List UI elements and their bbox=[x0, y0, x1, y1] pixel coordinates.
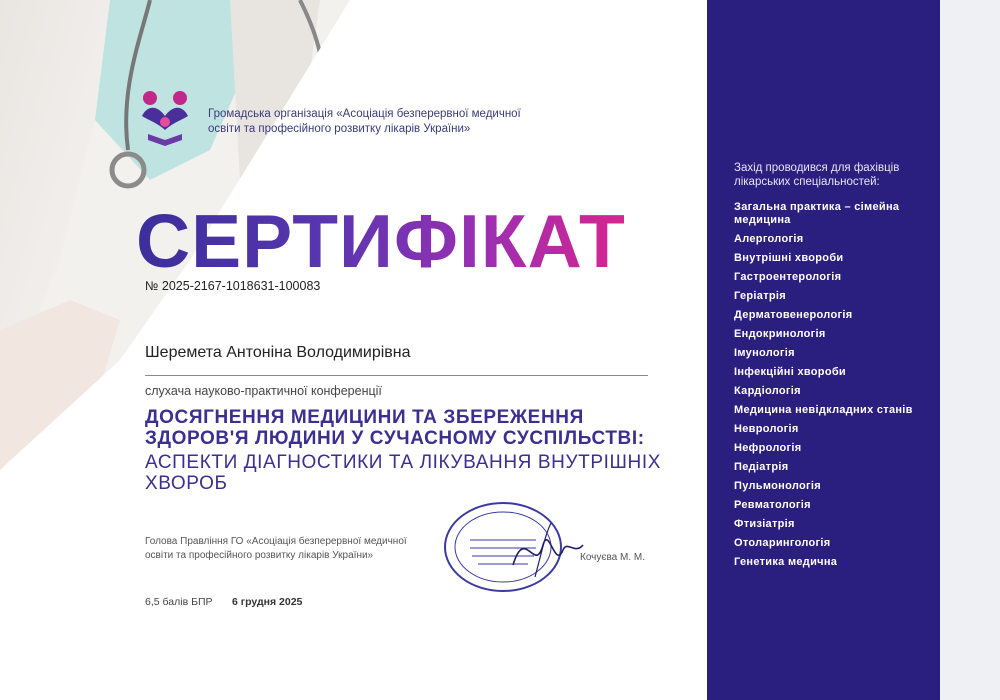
conference-title-bold: ДОСЯГНЕННЯ МЕДИЦИНИ ТА ЗБЕРЕЖЕННЯ ЗДОРОВ'Я ЛЮДИНИ У СУЧАСНОМУ СУСПІЛЬСТВІ: bbox=[145, 407, 645, 449]
specialty-item: Нефрологія bbox=[734, 442, 802, 454]
chair-title: Голова Правління ГО «Асоціація безперервної медичної освіти та професійного розвитку лікарів України» bbox=[145, 536, 407, 561]
specialties-list bbox=[734, 201, 924, 575]
specialty-item: Алергологія bbox=[734, 233, 804, 245]
specialty-item: Фтизіатрія bbox=[734, 518, 795, 530]
certificate-title: СЕРТИФІКАТ bbox=[136, 196, 626, 286]
organization-name: Громадська організація «Асоціація безперервної медичної освіти та професійного розвитку лікарів України» bbox=[208, 108, 521, 135]
specialty-item: Загальна практика – сімейна медицина bbox=[734, 201, 900, 226]
specialty-item: Медицина невідкладних станів bbox=[734, 404, 913, 416]
specialty-item: Ендокринологія bbox=[734, 328, 826, 340]
specialty-item: Педіатрія bbox=[734, 461, 789, 473]
specialties-intro: Захід проводився для фахівців лікарських спеціальностей: bbox=[734, 162, 900, 188]
specialty-item: Генетика медична bbox=[734, 556, 838, 568]
event-date: 6 грудня 2025 bbox=[232, 596, 303, 608]
right-photo-strip bbox=[940, 0, 1000, 700]
recipient-name: Шеремета Антоніна Володимирівна bbox=[145, 344, 411, 361]
signer-name: Кочуєва М. М. bbox=[580, 552, 646, 563]
participant-role: слухача науково-практичної конференції bbox=[145, 384, 382, 398]
conference-title-regular: АСПЕКТИ ДІАГНОСТИКИ ТА ЛІКУВАННЯ ВНУТРІШНІХ ХВОРОБ bbox=[145, 452, 661, 494]
specialty-item: Гастроентерологія bbox=[734, 271, 842, 283]
specialty-item: Отоларингологія bbox=[734, 537, 831, 549]
specialty-item: Дерматовенерологія bbox=[734, 309, 853, 321]
specialty-item: Інфекційні хвороби bbox=[734, 366, 846, 378]
specialty-item: Імунологія bbox=[734, 347, 795, 359]
cpd-credits: 6,5 балів БПР bbox=[145, 596, 213, 608]
specialty-item: Внутрішні хвороби bbox=[734, 252, 844, 264]
specialty-item: Пульмонологія bbox=[734, 480, 821, 492]
specialty-item: Неврологія bbox=[734, 423, 799, 435]
association-logo-icon bbox=[138, 86, 192, 148]
name-underline bbox=[145, 375, 648, 376]
specialty-item: Кардіологія bbox=[734, 385, 801, 397]
signature-icon bbox=[505, 515, 585, 585]
specialty-item: Геріатрія bbox=[734, 290, 786, 302]
certificate-number: № 2025-2167-1018631-100083 bbox=[145, 279, 321, 293]
specialty-item: Ревматологія bbox=[734, 499, 811, 511]
